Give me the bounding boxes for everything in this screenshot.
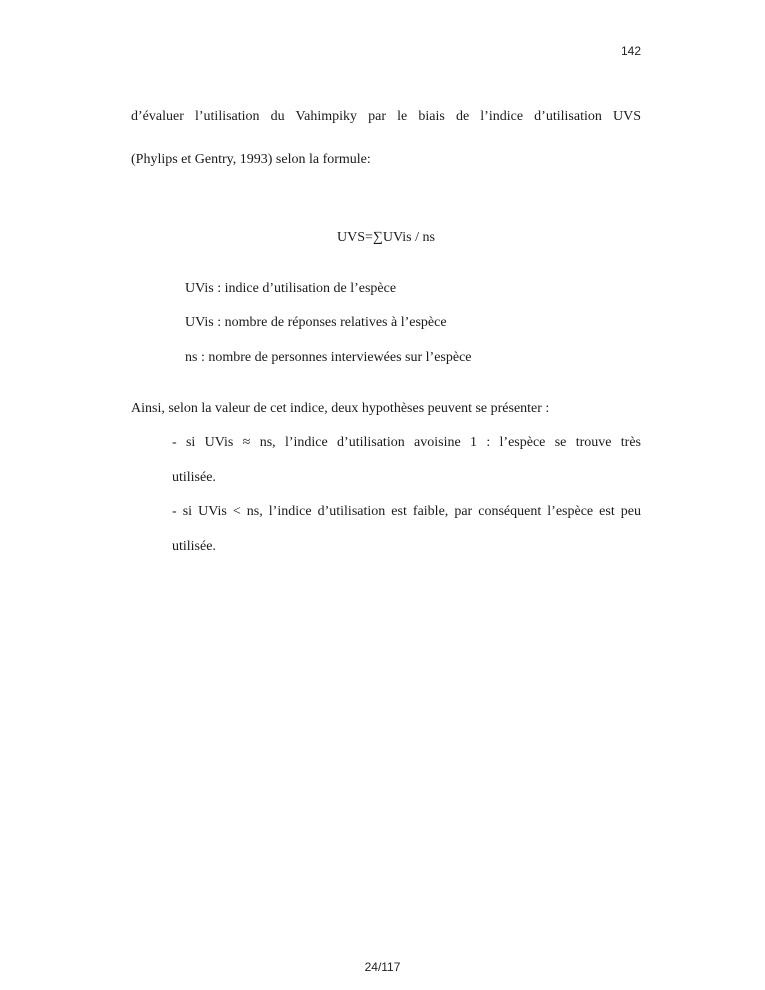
page-footer: 24/117	[364, 960, 401, 974]
bullet-line: utilisée.	[172, 539, 216, 554]
paragraph-line: Ainsi, selon la valeur de cet indice, deux hypothèses peuvent se présenter :	[131, 401, 550, 416]
definition-item: UVis : indice d’utilisation de l’espèce	[185, 281, 397, 296]
bullet-line: - si UVis ≈ ns, l’indice d’utilisation avoisine 1 : l’espèce se trouve très	[172, 435, 641, 450]
definition-item: ns : nombre de personnes interviewées sur l’espèce	[185, 350, 472, 365]
definition-item: UVis : nombre de réponses relatives à l’espèce	[185, 315, 447, 330]
paragraph-line: (Phylips et Gentry, 1993) selon la formule:	[131, 152, 371, 167]
bullet-line: - si UVis < ns, l’indice d’utilisation est faible, par conséquent l’espèce est peu	[172, 504, 641, 519]
bullet-line: utilisée.	[172, 470, 216, 485]
page-number: 142	[620, 44, 641, 58]
paragraph-line: d’évaluer l’utilisation du Vahimpiky par le biais de l’indice d’utilisation UVS	[131, 109, 641, 124]
formula: UVS=∑UVis / ns	[337, 230, 435, 245]
